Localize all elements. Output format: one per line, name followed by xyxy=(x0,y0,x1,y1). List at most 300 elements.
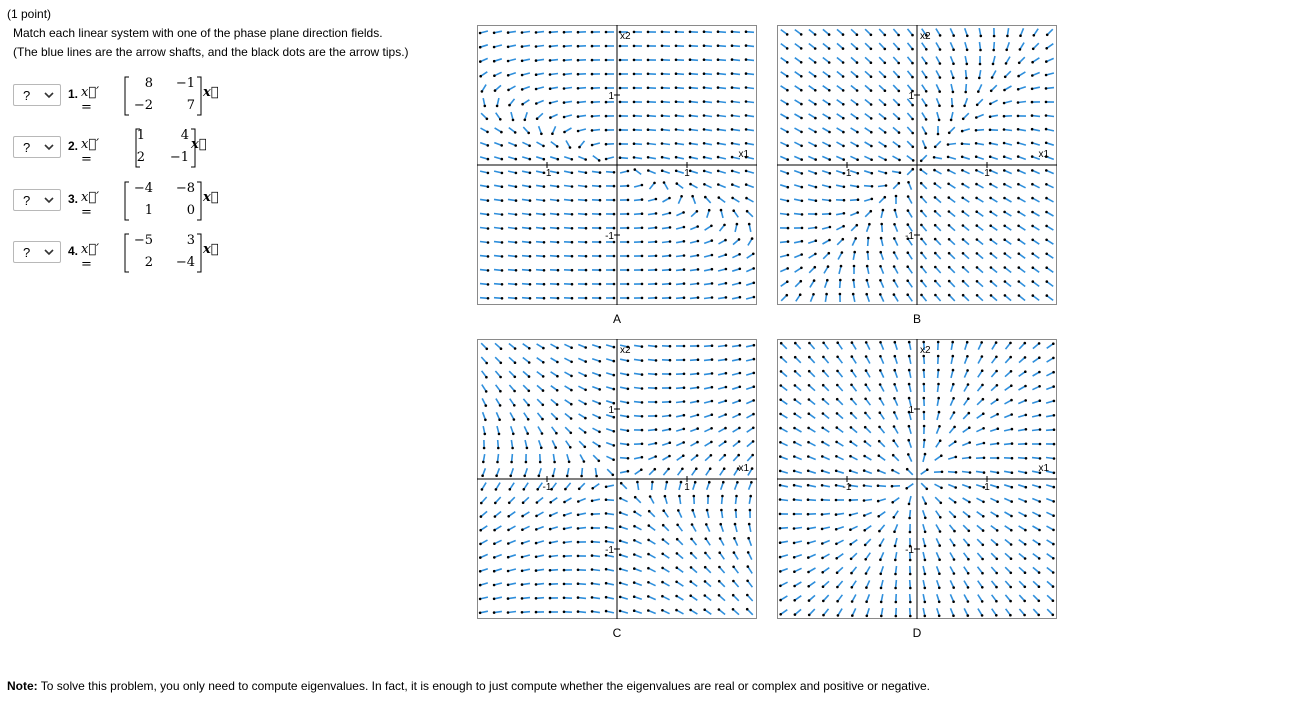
arrow-tip xyxy=(1003,183,1006,186)
select-value: ? xyxy=(23,140,31,155)
arrow-tip xyxy=(479,598,482,601)
arrow-tip xyxy=(641,415,644,418)
arrow-tip xyxy=(989,155,992,158)
arrow-tip xyxy=(967,544,970,547)
arrow-tip xyxy=(866,251,869,254)
arrow-tip xyxy=(703,156,706,159)
arrow-tip xyxy=(591,554,594,557)
arrow-tip xyxy=(787,240,790,243)
arrow-tip xyxy=(696,210,699,213)
arrow-tip xyxy=(1052,571,1055,574)
arrow-tip xyxy=(499,404,502,407)
arrow-tip xyxy=(655,415,658,418)
arrow-tip xyxy=(703,44,706,47)
arrow-tip xyxy=(853,251,856,254)
arrow-tip xyxy=(793,527,796,530)
arrow-tip xyxy=(1031,252,1034,255)
arrow-tip xyxy=(584,403,587,406)
arrow-tip xyxy=(577,569,580,572)
arrow-tip xyxy=(954,501,957,504)
arrow-tip xyxy=(1039,414,1042,417)
arrow-tip xyxy=(912,168,915,171)
arrow-tip xyxy=(725,282,728,285)
arrow-tip xyxy=(675,609,678,612)
plot-label-d: D xyxy=(912,626,922,640)
arrow-tip xyxy=(800,145,803,148)
arrow-tip xyxy=(648,524,651,527)
arrow-tip xyxy=(599,346,602,349)
arrow-tip xyxy=(863,529,866,532)
arrow-tip xyxy=(975,155,978,158)
arrow-tip xyxy=(814,75,817,78)
arrow-tip xyxy=(814,253,817,256)
arrow-tip xyxy=(893,369,896,372)
arrow-tip xyxy=(909,615,912,618)
arrow-tip xyxy=(723,224,726,227)
arrow-tip xyxy=(487,144,490,147)
plot-label-a: A xyxy=(612,312,621,326)
arrow-tip xyxy=(521,528,524,531)
arrow-tip xyxy=(487,255,490,258)
arrow-tip xyxy=(786,47,789,50)
arrow-tip xyxy=(975,169,978,172)
arrow-tip xyxy=(962,210,965,213)
arrow-tip xyxy=(995,341,998,344)
arrow-tip xyxy=(705,523,708,526)
arrow-tip xyxy=(704,566,707,569)
tick-label-neg-one-x: -1 xyxy=(542,168,552,179)
arrow-tip xyxy=(480,502,483,505)
arrow-tip xyxy=(828,61,831,64)
arrow-tip xyxy=(975,142,978,145)
arrow-tip xyxy=(1031,239,1034,242)
arrow-tip xyxy=(584,389,587,392)
arrow-tip xyxy=(654,455,657,458)
arrow-tip xyxy=(542,347,545,350)
arrow-tip xyxy=(856,145,859,148)
arrow-tip xyxy=(487,213,490,216)
arrow-tip xyxy=(878,530,881,533)
arrow-tip xyxy=(1011,442,1014,445)
arrow-tip xyxy=(912,159,915,162)
arrow-tip xyxy=(909,573,912,576)
arrow-tip xyxy=(856,61,859,64)
arrow-tip xyxy=(996,500,999,503)
arrow-tip xyxy=(584,158,587,161)
arrow-tip xyxy=(647,128,650,131)
equation-lhs: x⃗′ = xyxy=(81,85,100,115)
arrow-tip xyxy=(1004,280,1007,283)
arrow-tip xyxy=(479,529,482,532)
arrow-tip xyxy=(746,580,749,583)
arrow-tip xyxy=(911,34,914,37)
arrow-tip xyxy=(529,227,532,230)
arrow-tip xyxy=(577,31,580,34)
arrow-tip xyxy=(691,523,694,526)
arrow-tip xyxy=(557,158,560,161)
arrow-tip xyxy=(1045,183,1048,186)
arrow-tip xyxy=(893,293,896,296)
arrow-tip xyxy=(591,45,594,48)
arrow-tip xyxy=(529,255,532,258)
tick-label-neg-one-y: -1 xyxy=(605,545,614,556)
arrow-tip xyxy=(893,251,896,254)
arrow-tip xyxy=(1045,169,1048,172)
arrow-tip xyxy=(675,45,678,48)
arrow-tip xyxy=(807,571,810,574)
arrow-tip xyxy=(982,544,985,547)
arrow-tip xyxy=(911,118,914,121)
arrow-tip xyxy=(724,239,727,242)
arrow-tip xyxy=(948,266,951,269)
arrow-tip xyxy=(747,537,750,540)
arrow-tip xyxy=(556,347,559,350)
select-value: ? xyxy=(23,88,31,103)
arrow-tip xyxy=(979,63,982,66)
arrow-tip xyxy=(880,223,883,226)
arrow-tip xyxy=(605,610,608,613)
arrow-tip xyxy=(953,411,956,414)
arrow-tip xyxy=(870,48,873,51)
arrow-tip xyxy=(808,356,811,359)
arrow-tip xyxy=(892,439,895,442)
arrow-tip xyxy=(794,342,797,345)
arrow-tip xyxy=(641,241,644,244)
arrow-tip xyxy=(995,586,998,589)
arrow-tip xyxy=(745,30,748,33)
arrow-tip xyxy=(605,87,608,90)
arrow-tip xyxy=(1011,471,1014,474)
arrow-tip xyxy=(793,498,796,501)
arrow-tip xyxy=(801,240,804,243)
arrow-tip xyxy=(948,196,951,199)
arrow-tip xyxy=(879,279,882,282)
arrow-tip xyxy=(555,432,558,435)
arrow-tip xyxy=(591,540,594,543)
arrow-tip xyxy=(829,186,832,189)
arrow-tip xyxy=(709,467,712,470)
arrow-tip xyxy=(584,360,587,363)
arrow-tip xyxy=(793,470,796,473)
arrow-tip xyxy=(668,455,671,458)
arrow-tip xyxy=(968,441,971,444)
arrow-tip xyxy=(807,484,810,487)
arrow-tip xyxy=(1009,342,1012,345)
arrow-tip xyxy=(814,158,817,161)
arrow-tip xyxy=(682,454,685,457)
arrow-tip xyxy=(786,61,789,64)
arrow-tip xyxy=(815,186,818,189)
arrow-tip xyxy=(899,171,902,174)
arrow-tip xyxy=(835,455,838,458)
arrow-tip xyxy=(1003,225,1006,228)
arrow-tip xyxy=(842,47,845,50)
arrow-tip xyxy=(884,76,887,79)
arrow-tip xyxy=(965,77,968,80)
arrow-tip xyxy=(814,103,817,106)
arrow-tip xyxy=(940,487,943,490)
arrow-tip xyxy=(683,240,686,243)
arrow-tip xyxy=(500,131,503,134)
arrow-tip xyxy=(800,117,803,120)
arrow-tip xyxy=(992,49,995,52)
arrow-tip xyxy=(920,294,923,297)
answer-select-1[interactable] xyxy=(13,84,61,106)
arrow-tip xyxy=(711,282,714,285)
arrow-tip xyxy=(1052,385,1055,388)
arrow-tip xyxy=(523,488,526,491)
arrow-tip xyxy=(907,195,910,198)
arrow-tip xyxy=(585,297,588,300)
arrow-tip xyxy=(961,130,964,133)
arrow-tip xyxy=(853,265,856,268)
arrow-tip xyxy=(893,279,896,282)
arrow-tip xyxy=(850,369,853,372)
arrow-tip xyxy=(1018,252,1021,255)
arrow-tip xyxy=(613,297,616,300)
arrow-tip xyxy=(696,225,699,228)
arrow-tip xyxy=(1031,225,1034,228)
arrow-tip xyxy=(836,398,839,401)
arrow-tip xyxy=(485,362,488,365)
arrow-tip xyxy=(739,296,742,299)
arrow-tip xyxy=(1045,253,1048,256)
arrow-tip xyxy=(894,341,897,344)
arrow-tip xyxy=(736,223,739,226)
arrow-tip xyxy=(493,32,496,35)
arrow-tip xyxy=(1039,486,1042,489)
arrow-tip xyxy=(877,484,880,487)
arrow-tip xyxy=(992,63,995,66)
arrow-tip xyxy=(925,118,928,121)
arrow-tip xyxy=(938,411,941,414)
direction-field-a xyxy=(477,25,757,305)
arrow-tip xyxy=(923,439,926,442)
arrow-tip xyxy=(535,45,538,48)
arrow-tip xyxy=(979,49,982,52)
arrow-tip xyxy=(990,294,993,297)
arrow-tip xyxy=(510,461,513,464)
arrow-tip xyxy=(753,282,756,285)
arrow-tip xyxy=(870,103,873,106)
arrow-tip xyxy=(683,359,686,362)
arrow-tip xyxy=(697,358,700,361)
arrow-tip xyxy=(800,280,803,283)
arrow-tip xyxy=(878,440,881,443)
arrow-tip xyxy=(884,131,887,134)
arrow-tip xyxy=(693,495,696,498)
arrow-tip xyxy=(808,398,811,401)
arrow-tip xyxy=(870,75,873,78)
arrow-tip xyxy=(1017,115,1020,118)
arrow-tip xyxy=(683,296,686,299)
arrow-tip xyxy=(751,454,754,457)
arrow-tip xyxy=(976,238,979,241)
arrow-tip xyxy=(528,144,531,147)
arrow-tip xyxy=(536,117,539,120)
arrow-tip xyxy=(633,511,636,514)
arrow-tip xyxy=(521,45,524,48)
arrow-tip xyxy=(891,501,894,504)
arrow-tip xyxy=(925,76,928,79)
arrow-tip xyxy=(884,117,887,120)
arrow-tip xyxy=(871,185,874,188)
arrow-tip xyxy=(1052,585,1055,588)
arrow-tip xyxy=(669,441,672,444)
arrow-tip xyxy=(515,199,518,202)
arrow-tip xyxy=(794,613,797,616)
arrow-tip xyxy=(835,441,838,444)
arrow-tip xyxy=(1024,557,1027,560)
tick-label-neg-one-y: -1 xyxy=(905,231,914,242)
arrow-tip xyxy=(682,441,685,444)
arrow-tip xyxy=(535,597,538,600)
equation-rhs: x⃗ xyxy=(203,190,219,205)
arrow-tip xyxy=(605,31,608,34)
arrow-tip xyxy=(836,370,839,373)
arrow-tip xyxy=(877,469,880,472)
matrix-a12: 4 xyxy=(180,128,189,143)
arrow-tip xyxy=(1018,280,1021,283)
arrow-tip xyxy=(539,461,542,464)
arrow-tip xyxy=(675,100,678,103)
arrow-tip xyxy=(879,341,882,344)
arrow-tip xyxy=(851,355,854,358)
arrow-tip xyxy=(569,446,572,449)
arrow-tip xyxy=(828,89,831,92)
arrow-tip xyxy=(705,537,708,540)
arrow-tip xyxy=(704,196,707,199)
arrow-tip xyxy=(599,227,602,230)
arrow-tip xyxy=(856,211,859,214)
arrow-tip xyxy=(487,199,490,202)
arrow-tip xyxy=(529,199,532,202)
arrow-tip xyxy=(1031,114,1034,117)
arrow-tip xyxy=(807,527,810,530)
arrow-tip xyxy=(1010,572,1013,575)
arrow-tip xyxy=(933,156,936,159)
arrow-tip xyxy=(501,227,504,230)
arrow-tip xyxy=(591,73,594,76)
arrow-tip xyxy=(997,427,1000,430)
answer-select-2[interactable] xyxy=(13,136,61,158)
arrow-tip xyxy=(989,115,992,118)
arrow-tip xyxy=(800,267,803,270)
arrow-tip xyxy=(683,345,686,348)
arrow-tip xyxy=(906,279,909,282)
arrow-tip xyxy=(725,296,728,299)
arrow-tip xyxy=(485,376,488,379)
arrow-tip xyxy=(989,103,992,106)
tick-label-neg-one-y: -1 xyxy=(905,545,914,556)
arrow-tip xyxy=(649,495,652,498)
arrow-tip xyxy=(655,359,658,362)
arrow-tip xyxy=(647,87,650,90)
arrow-tip xyxy=(969,456,972,459)
arrow-tip xyxy=(843,199,846,202)
arrow-tip xyxy=(627,170,630,173)
arrow-tip xyxy=(683,268,686,271)
arrow-tip xyxy=(821,427,824,430)
arrow-tip xyxy=(669,414,672,417)
arrow-tip xyxy=(983,471,986,474)
arrow-tip xyxy=(731,156,734,159)
arrow-tip xyxy=(605,486,608,489)
arrow-tip xyxy=(599,374,602,377)
arrow-tip xyxy=(865,586,868,589)
arrow-tip xyxy=(513,390,516,393)
arrow-tip xyxy=(961,169,964,172)
answer-select-3[interactable] xyxy=(13,189,61,211)
system-number: 1. xyxy=(68,87,79,101)
arrow-tip xyxy=(934,238,937,241)
arrow-tip xyxy=(577,610,580,613)
arrow-tip xyxy=(840,265,843,268)
arrow-tip xyxy=(605,526,608,529)
arrow-tip xyxy=(835,543,838,546)
arrow-tip xyxy=(787,200,790,203)
arrow-tip xyxy=(633,156,636,159)
matrix-a11: 8 xyxy=(144,76,153,91)
note-bold: Note: xyxy=(7,679,38,693)
answer-select-4[interactable] xyxy=(13,241,61,263)
arrow-tip xyxy=(543,199,546,202)
arrow-tip xyxy=(549,597,552,600)
arrow-tip xyxy=(865,341,868,344)
arrow-tip xyxy=(591,115,594,118)
arrow-tip xyxy=(996,515,999,518)
arrow-tip xyxy=(934,196,937,199)
arrow-tip xyxy=(995,370,998,373)
plot-label-c: C xyxy=(612,626,622,640)
arrow-tip xyxy=(669,240,672,243)
arrow-tip xyxy=(947,156,950,159)
arrow-tip xyxy=(717,72,720,75)
matrix-a21: 2 xyxy=(144,255,153,270)
arrow-tip xyxy=(1025,428,1028,431)
arrow-tip xyxy=(578,488,581,491)
arrow-tip xyxy=(595,475,598,478)
arrow-tip xyxy=(731,170,734,173)
arrow-tip xyxy=(814,89,817,92)
direction-field-b xyxy=(777,25,1057,305)
arrow-tip xyxy=(563,514,566,517)
arrow-tip xyxy=(647,73,650,76)
arrow-tip xyxy=(627,374,630,377)
arrow-tip xyxy=(948,280,951,283)
arrow-tip xyxy=(570,346,573,349)
arrow-tip xyxy=(1052,529,1055,532)
arrow-tip xyxy=(507,515,510,518)
arrow-tip xyxy=(541,418,544,421)
arrow-tip xyxy=(613,185,616,188)
matrix-a21: 1 xyxy=(144,203,153,218)
arrow-tip xyxy=(948,132,951,135)
arrow-tip xyxy=(981,384,984,387)
arrow-tip xyxy=(989,142,992,145)
arrow-tip xyxy=(514,361,517,364)
arrow-tip xyxy=(479,612,482,615)
arrow-tip xyxy=(641,283,644,286)
arrow-tip xyxy=(627,470,630,473)
arrow-tip xyxy=(556,389,559,392)
arrow-tip xyxy=(515,172,518,175)
arrow-tip xyxy=(920,168,923,171)
arrow-tip xyxy=(856,158,859,161)
arrow-tip xyxy=(891,469,894,472)
arrow-tip xyxy=(654,468,657,471)
arrow-tip xyxy=(676,552,679,555)
